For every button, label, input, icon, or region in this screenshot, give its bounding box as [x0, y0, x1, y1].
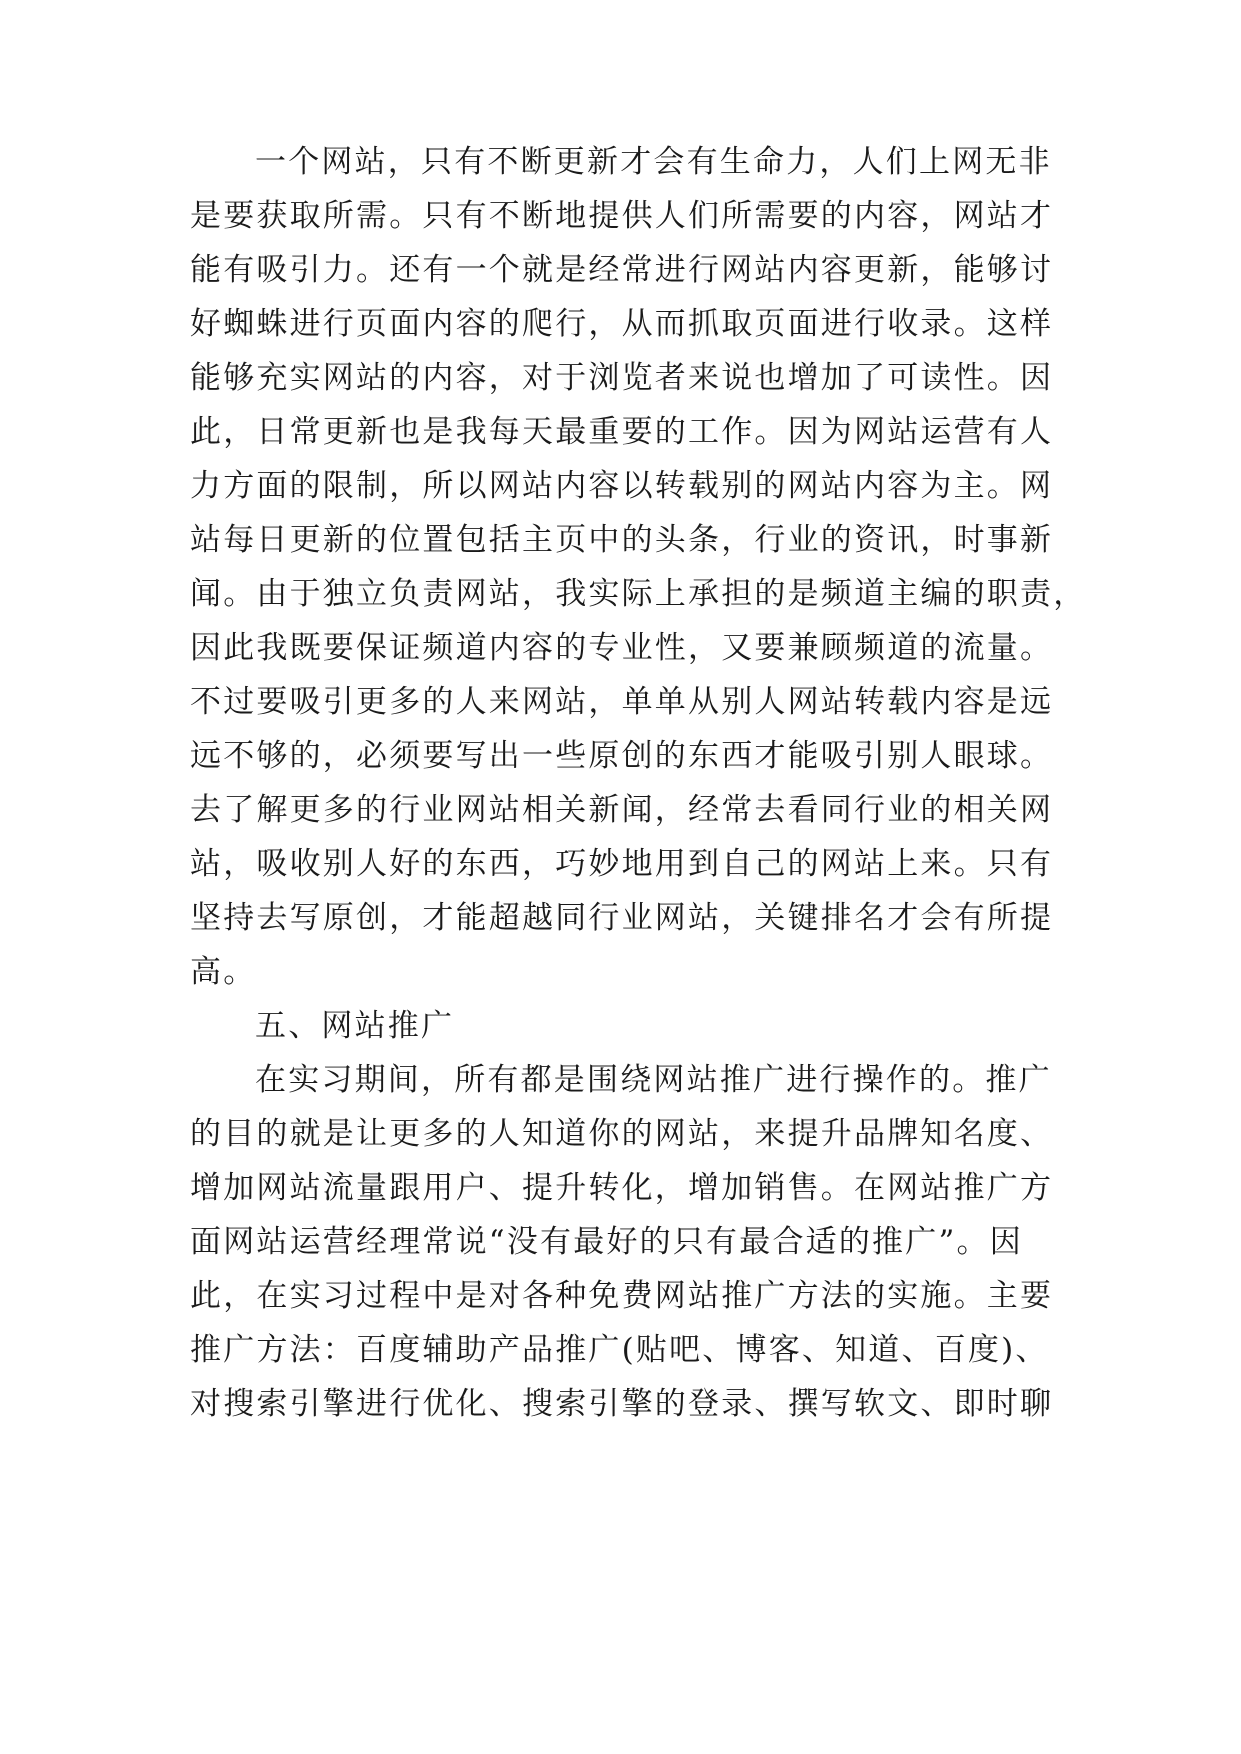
paragraph-line: 站，吸收别人好的东西，巧妙地用到自己的网站上来。只有 [190, 846, 1054, 882]
paragraph-line: 坚持去写原创，才能超越同行业网站，关键排名才会有所提 [190, 900, 1054, 936]
paragraph-line: 在实习期间，所有都是围绕网站推广进行操作的。推广 [255, 1062, 1052, 1098]
paragraph-line: 高。 [190, 954, 257, 990]
paragraph-line: 站每日更新的位置包括主页中的头条，行业的资讯，时事新 [190, 522, 1054, 558]
paragraph-line: 好蜘蛛进行页面内容的爬行，从而抓取页面进行收录。这样 [190, 306, 1054, 342]
paragraph-line: 能够充实网站的内容，对于浏览者来说也增加了可读性。因 [190, 360, 1054, 396]
paragraph-line: 此，在实习过程中是对各种免费网站推广方法的实施。主要 [190, 1278, 1054, 1314]
paragraph-line: 推广方法：百度辅助产品推广(贴吧、博客、知道、百度)、 [190, 1332, 1049, 1368]
paragraph-line: 是要获取所需。只有不断地提供人们所需要的内容，网站才 [190, 198, 1054, 234]
paragraph-line: 一个网站，只有不断更新才会有生命力，人们上网无非 [255, 144, 1052, 180]
paragraph-line: 对搜索引擎进行优化、搜索引擎的登录、撰写软文、即时聊 [190, 1386, 1054, 1422]
paragraph-line: 面网站运营经理常说“没有最好的只有最合适的推广”。因 [190, 1224, 1023, 1260]
paragraph-line: 因此我既要保证频道内容的专业性，又要兼顾频道的流量。 [190, 630, 1054, 666]
paragraph-line: 的目的就是让更多的人知道你的网站，来提升品牌知名度、 [190, 1116, 1054, 1152]
paragraph-line: 不过要吸引更多的人来网站，单单从别人网站转载内容是远 [190, 684, 1054, 720]
paragraph-line: 增加网站流量跟用户、提升转化，增加销售。在网站推广方 [190, 1170, 1054, 1206]
section-heading: 五、网站推广 [255, 1008, 455, 1044]
paragraph-line: 力方面的限制，所以网站内容以转载别的网站内容为主。网 [190, 468, 1054, 504]
paragraph-line: 能有吸引力。还有一个就是经常进行网站内容更新，能够讨 [190, 252, 1054, 288]
paragraph-line: 去了解更多的行业网站相关新闻，经常去看同行业的相关网 [190, 792, 1054, 828]
paragraph-line: 闻。由于独立负责网站，我实际上承担的是频道主编的职责， [190, 576, 1087, 612]
paragraph-line: 此，日常更新也是我每天最重要的工作。因为网站运营有人 [190, 414, 1054, 450]
paragraph-line: 远不够的，必须要写出一些原创的东西才能吸引别人眼球。 [190, 738, 1054, 774]
